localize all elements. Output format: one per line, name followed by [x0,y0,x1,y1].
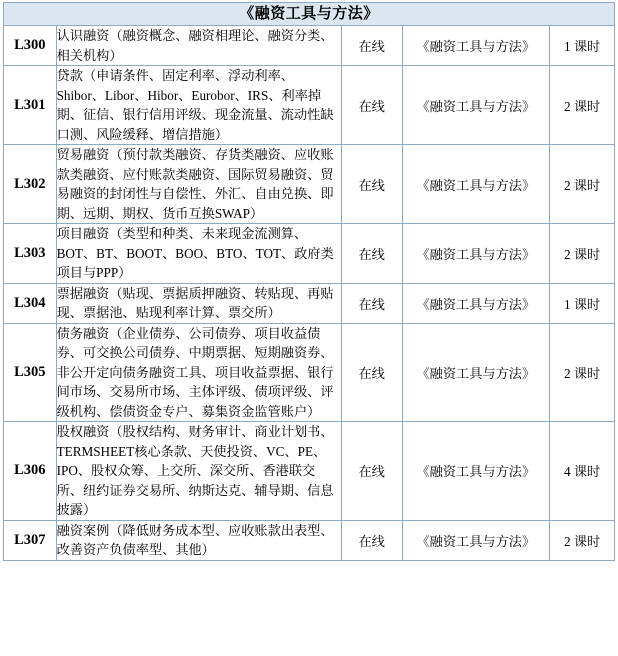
course-mode: 在线 [341,283,402,323]
course-hours: 2 课时 [550,224,615,284]
course-tool: 《融资工具与方法》 [402,283,550,323]
course-tool: 《融资工具与方法》 [402,26,550,66]
course-code: L306 [4,422,57,521]
table-row [4,26,615,66]
course-hours: 1 课时 [550,26,615,66]
course-hours: 2 课时 [550,323,615,422]
table-row [4,145,615,224]
course-name: 贷款（申请条件、固定利率、浮动利率、Shibor、Libor、Hibor、Eurobor、IRS、利率掉期、征信、银行信用评级、现金流量、流动性缺口测、风险缓释、增信措施） [56,66,341,145]
table-row [4,283,615,323]
course-tool: 《融资工具与方法》 [402,422,550,521]
table-title-row [4,3,615,26]
course-name: 融资案例（降低财务成本型、应收账款出表型、改善资产负债率型、其他） [56,520,341,560]
course-name: 项目融资（类型和种类、未来现金流测算、BOT、BT、BOOT、BOO、BTO、TOT、政府类项目与PPP） [56,224,341,284]
course-name: 股权融资（股权结构、财务审计、商业计划书、TERMSHEET核心条款、天使投资、VC、PE、IPO、股权众筹、上交所、深交所、香港联交所、纽约证券交易所、纳斯达克、辅导期、信息披露） [56,422,341,521]
course-mode: 在线 [341,26,402,66]
course-code: L303 [4,224,57,284]
course-code: L307 [4,520,57,560]
table-row [4,66,615,145]
course-code: L304 [4,283,57,323]
course-name: 贸易融资（预付款类融资、存货类融资、应收账款类融资、应付账款类融资、国际贸易融资、贸易融资的封闭性与自偿性、外汇、自由兑换、即期、远期、期权、货币互换SWAP） [56,145,341,224]
course-mode: 在线 [341,323,402,422]
course-code: L305 [4,323,57,422]
course-tool: 《融资工具与方法》 [402,520,550,560]
course-name: 认识融资（融资概念、融资相理论、融资分类、相关机构） [56,26,341,66]
course-mode: 在线 [341,66,402,145]
course-mode: 在线 [341,520,402,560]
course-name: 债务融资（企业债券、公司债券、项目收益债券、可交换公司债券、中期票据、短期融资券、非公开定向债务融资工具、项目收益票据、银行间市场、交易所市场、主体评级、债项评级、评级机构、偿债资金专户、募集资金监管账户） [56,323,341,422]
course-mode: 在线 [341,422,402,521]
course-hours: 2 课时 [550,520,615,560]
table-row [4,422,615,521]
course-tool: 《融资工具与方法》 [402,66,550,145]
course-mode: 在线 [341,224,402,284]
course-hours: 1 课时 [550,283,615,323]
course-hours: 2 课时 [550,66,615,145]
course-tool: 《融资工具与方法》 [402,323,550,422]
course-mode: 在线 [341,145,402,224]
course-table [3,2,615,561]
table-row [4,323,615,422]
table-row [4,520,615,560]
document-sheet [0,2,618,561]
course-name: 票据融资（贴现、票据质押融资、转贴现、再贴现、票据池、贴现利率计算、票交所） [56,283,341,323]
course-code: L301 [4,66,57,145]
course-hours: 4 课时 [550,422,615,521]
course-code: L300 [4,26,57,66]
course-tool: 《融资工具与方法》 [402,224,550,284]
course-hours: 2 课时 [550,145,615,224]
course-tool: 《融资工具与方法》 [402,145,550,224]
table-body [4,3,615,561]
document-title: 《融资工具与方法》 [4,3,615,26]
course-code: L302 [4,145,57,224]
table-row [4,224,615,284]
